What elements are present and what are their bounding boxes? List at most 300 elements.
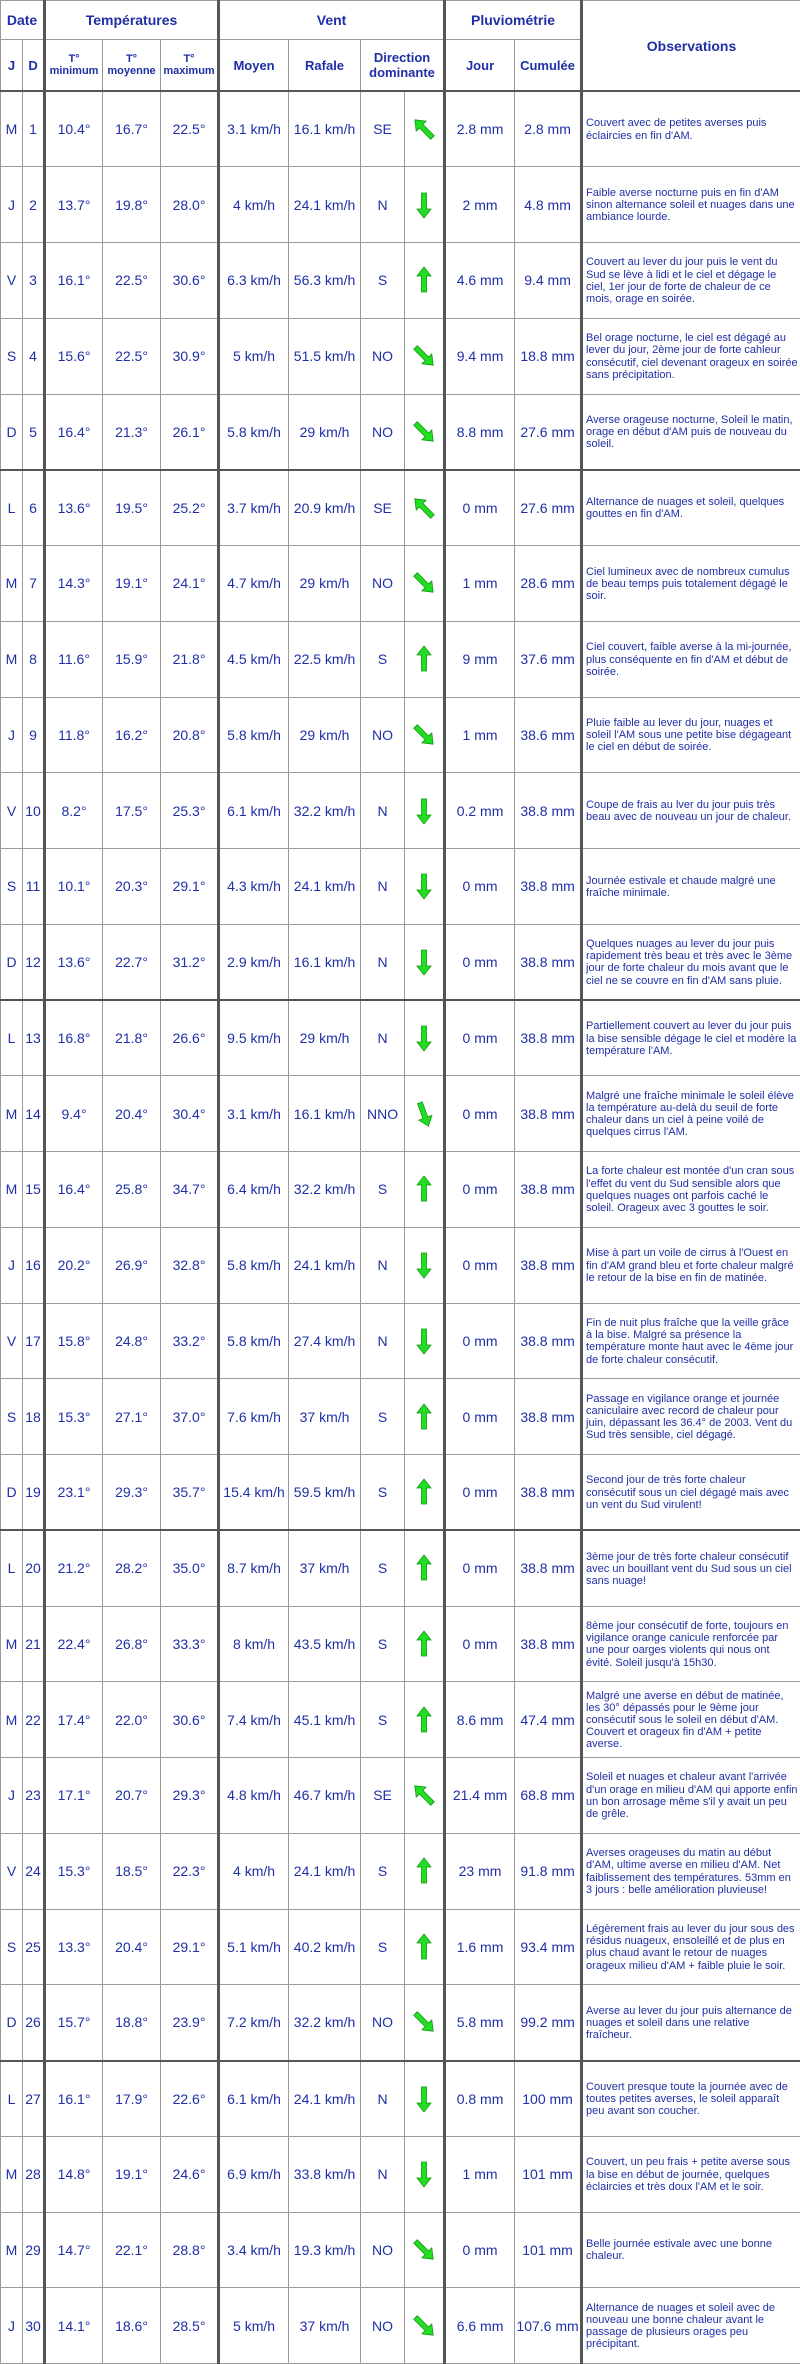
wind-gust-cell: 22.5 km/h <box>289 621 361 697</box>
wind-direction-cell: NO <box>361 2288 405 2364</box>
rain-cumulative-cell: 38.8 mm <box>515 1076 582 1152</box>
observation-cell: Couvert au lever du jour puis le vent du Sud se lève à lidi et le ciel et dégage le ciel, 1er jour de forte de chaleur de ce mois, orage en soirée. <box>582 243 800 319</box>
wind-direction-cell: N <box>361 924 405 1000</box>
tmin-cell: 13.6° <box>45 924 103 1000</box>
rain-day-cell: 0 mm <box>445 1455 515 1531</box>
weekday-cell: M <box>1 91 23 167</box>
header-moyen: Moyen <box>219 40 289 92</box>
tmax-cell: 31.2° <box>161 924 219 1000</box>
tmax-cell: 33.3° <box>161 1606 219 1682</box>
wind-avg-cell: 6.4 km/h <box>219 1152 289 1228</box>
table-row <box>1 1152 800 1228</box>
weekday-cell: M <box>1 1682 23 1758</box>
wind-direction-cell: S <box>361 1379 405 1455</box>
day-number-cell: 18 <box>23 1379 45 1455</box>
wind-arrow-icon <box>409 1629 439 1659</box>
rain-cumulative-cell: 4.8 mm <box>515 167 582 243</box>
wind-direction-cell: S <box>361 1455 405 1531</box>
wind-direction-cell: N <box>361 1227 405 1303</box>
wind-gust-cell: 24.1 km/h <box>289 1833 361 1909</box>
table-row <box>1 1530 800 1606</box>
rain-cumulative-cell: 9.4 mm <box>515 243 582 319</box>
table-row <box>1 1909 800 1985</box>
day-number-cell: 10 <box>23 773 45 849</box>
wind-gust-cell: 40.2 km/h <box>289 1909 361 1985</box>
wind-gust-cell: 24.1 km/h <box>289 1227 361 1303</box>
rain-day-cell: 0.8 mm <box>445 2061 515 2137</box>
wind-direction-cell: SE <box>361 1758 405 1834</box>
rain-cumulative-cell: 38.8 mm <box>515 1152 582 1228</box>
wind-avg-cell: 7.2 km/h <box>219 1985 289 2061</box>
tmoy-cell: 19.1° <box>103 546 161 622</box>
tmin-cell: 8.2° <box>45 773 103 849</box>
day-number-cell: 17 <box>23 1303 45 1379</box>
table-row <box>1 924 800 1000</box>
rain-cumulative-cell: 100 mm <box>515 2061 582 2137</box>
tmoy-cell: 22.1° <box>103 2212 161 2288</box>
rain-cumulative-cell: 38.8 mm <box>515 1000 582 1076</box>
wind-gust-cell: 32.2 km/h <box>289 1152 361 1228</box>
table-row <box>1 318 800 394</box>
header-tmax: T° maximum <box>161 40 219 92</box>
wind-arrow-cell <box>405 2136 445 2212</box>
day-number-cell: 26 <box>23 1985 45 2061</box>
tmin-cell: 11.6° <box>45 621 103 697</box>
table-row <box>1 621 800 697</box>
wind-direction-cell: NO <box>361 394 405 470</box>
observation-cell: Fin de nuit plus fraîche que la veille grâce à la bise. Malgré sa présence la température monte haut avec le 4ème jour de forte chaleur consécutif. <box>582 1303 800 1379</box>
wind-avg-cell: 6.9 km/h <box>219 2136 289 2212</box>
wind-arrow-cell <box>405 394 445 470</box>
rain-cumulative-cell: 99.2 mm <box>515 1985 582 2061</box>
wind-direction-cell: N <box>361 1303 405 1379</box>
tmoy-cell: 20.4° <box>103 1909 161 1985</box>
tmin-cell: 11.8° <box>45 697 103 773</box>
wind-avg-cell: 3.7 km/h <box>219 470 289 546</box>
wind-arrow-cell <box>405 1909 445 1985</box>
wind-arrow-icon <box>409 190 439 220</box>
day-number-cell: 25 <box>23 1909 45 1985</box>
weekday-cell: S <box>1 849 23 925</box>
wind-arrow-cell <box>405 697 445 773</box>
wind-gust-cell: 27.4 km/h <box>289 1303 361 1379</box>
day-number-cell: 5 <box>23 394 45 470</box>
wind-direction-cell: NO <box>361 318 405 394</box>
table-row <box>1 167 800 243</box>
rain-day-cell: 1.6 mm <box>445 1909 515 1985</box>
header-tmoy: T° moyenne <box>103 40 161 92</box>
header-date: Date <box>1 1 45 40</box>
rain-cumulative-cell: 107.6 mm <box>515 2288 582 2364</box>
wind-arrow-icon <box>409 1477 439 1507</box>
tmin-cell: 14.8° <box>45 2136 103 2212</box>
table-row <box>1 91 800 167</box>
tmax-cell: 26.6° <box>161 1000 219 1076</box>
wind-direction-cell: NO <box>361 546 405 622</box>
wind-direction-cell: SE <box>361 470 405 546</box>
weekday-cell: J <box>1 697 23 773</box>
weekday-cell: M <box>1 1606 23 1682</box>
observation-cell: Alternance de nuages et soleil avec de nouveau une bonne chaleur avant le passage de plusieurs orages peu précipitant. <box>582 2288 800 2364</box>
observation-cell: Ciel lumineux avec de nombreux cumulus de beau temps puis totalement dégagé le soir. <box>582 546 800 622</box>
day-number-cell: 1 <box>23 91 45 167</box>
weekday-cell: M <box>1 2212 23 2288</box>
observation-cell: Bel orage nocturne, le ciel est dégagé au lever du jour, 2ème jour de forte cahleur consécutif, ciel devenant orageux en soirée sans précipitation. <box>582 318 800 394</box>
weekday-cell: M <box>1 1152 23 1228</box>
tmoy-cell: 15.9° <box>103 621 161 697</box>
wind-direction-cell: NNO <box>361 1076 405 1152</box>
observation-cell: Quelques nuages au lever du jour puis rapidement très beau et très avec le 3ème jour de forte chaleur du mois avant que le ciel ne se couvre en fin d'AM sans pluie. <box>582 924 800 1000</box>
rain-cumulative-cell: 18.8 mm <box>515 318 582 394</box>
tmoy-cell: 21.3° <box>103 394 161 470</box>
tmoy-cell: 22.5° <box>103 243 161 319</box>
rain-day-cell: 5.8 mm <box>445 1985 515 2061</box>
wind-direction-cell: S <box>361 1152 405 1228</box>
rain-day-cell: 0 mm <box>445 1530 515 1606</box>
tmax-cell: 22.5° <box>161 91 219 167</box>
observation-cell: Légèrement frais au lever du jour sous des résidus nuageux, ensoleillé et de plus en plus chaud avant le retour de nuages orageux milieu d'AM + faible pluie le soir. <box>582 1909 800 1985</box>
wind-gust-cell: 24.1 km/h <box>289 167 361 243</box>
tmax-cell: 35.7° <box>161 1455 219 1531</box>
wind-arrow-icon <box>409 644 439 674</box>
observation-cell: Averse orageuse nocturne, Soleil le matin, orage en début d'AM puis de nouveau du soleil. <box>582 394 800 470</box>
wind-avg-cell: 9.5 km/h <box>219 1000 289 1076</box>
wind-avg-cell: 5 km/h <box>219 2288 289 2364</box>
weekday-cell: L <box>1 1530 23 1606</box>
tmax-cell: 29.1° <box>161 849 219 925</box>
wind-arrow-icon <box>409 1250 439 1280</box>
tmoy-cell: 22.5° <box>103 318 161 394</box>
wind-avg-cell: 6.1 km/h <box>219 2061 289 2137</box>
tmin-cell: 16.1° <box>45 2061 103 2137</box>
wind-arrow-cell <box>405 924 445 1000</box>
wind-arrow-cell <box>405 1530 445 1606</box>
wind-avg-cell: 6.3 km/h <box>219 243 289 319</box>
tmoy-cell: 22.0° <box>103 1682 161 1758</box>
observation-cell: Mise à part un voile de cirrus à l'Ouest en fin d'AM grand bleu et forte chaleur malgré le retour de la bise en fin de matinée. <box>582 1227 800 1303</box>
weekday-cell: L <box>1 470 23 546</box>
wind-gust-cell: 16.1 km/h <box>289 1076 361 1152</box>
rain-cumulative-cell: 27.6 mm <box>515 394 582 470</box>
wind-arrow-cell <box>405 1152 445 1228</box>
wind-gust-cell: 33.8 km/h <box>289 2136 361 2212</box>
table-row <box>1 1000 800 1076</box>
tmax-cell: 30.6° <box>161 1682 219 1758</box>
table-row <box>1 1833 800 1909</box>
tmax-cell: 21.8° <box>161 621 219 697</box>
table-row <box>1 470 800 546</box>
observation-cell: Partiellement couvert au lever du jour puis la bise sensible dégage le ciel et modère la température l'AM. <box>582 1000 800 1076</box>
tmax-cell: 20.8° <box>161 697 219 773</box>
observation-cell: Couvert, un peu frais + petite averse sous la bise en début de journée, quelques éclaircies et très doux l'AM et le soir. <box>582 2136 800 2212</box>
rain-day-cell: 0.2 mm <box>445 773 515 849</box>
wind-avg-cell: 4.8 km/h <box>219 1758 289 1834</box>
weekday-cell: V <box>1 773 23 849</box>
rain-day-cell: 0 mm <box>445 1000 515 1076</box>
wind-arrow-cell <box>405 1833 445 1909</box>
tmin-cell: 14.7° <box>45 2212 103 2288</box>
wind-gust-cell: 56.3 km/h <box>289 243 361 319</box>
observation-cell: Passage en vigilance orange et journée caniculaire avec record de chaleur pour juin, dépassant les 36.4° de 2003. Vent du Sud très sensible, ciel dégagé. <box>582 1379 800 1455</box>
tmin-cell: 13.3° <box>45 1909 103 1985</box>
tmoy-cell: 27.1° <box>103 1379 161 1455</box>
table-row <box>1 1758 800 1834</box>
weekday-cell: L <box>1 2061 23 2137</box>
tmoy-cell: 26.8° <box>103 1606 161 1682</box>
wind-avg-cell: 15.4 km/h <box>219 1455 289 1531</box>
tmoy-cell: 19.5° <box>103 470 161 546</box>
rain-day-cell: 0 mm <box>445 1076 515 1152</box>
weekday-cell: V <box>1 243 23 319</box>
wind-arrow-icon <box>409 1099 439 1129</box>
weekday-cell: S <box>1 318 23 394</box>
wind-avg-cell: 4.5 km/h <box>219 621 289 697</box>
tmin-cell: 13.7° <box>45 167 103 243</box>
wind-gust-cell: 45.1 km/h <box>289 1682 361 1758</box>
wind-arrow-cell <box>405 1379 445 1455</box>
observation-cell: Faible averse nocturne puis en fin d'AM sinon alternance soleil et nuages dans une ambiance lourde. <box>582 167 800 243</box>
rain-cumulative-cell: 37.6 mm <box>515 621 582 697</box>
rain-day-cell: 23 mm <box>445 1833 515 1909</box>
table-row <box>1 1985 800 2061</box>
day-number-cell: 8 <box>23 621 45 697</box>
rain-cumulative-cell: 101 mm <box>515 2136 582 2212</box>
rain-day-cell: 0 mm <box>445 1303 515 1379</box>
tmoy-cell: 29.3° <box>103 1455 161 1531</box>
rain-day-cell: 9 mm <box>445 621 515 697</box>
tmax-cell: 25.2° <box>161 470 219 546</box>
rain-cumulative-cell: 38.6 mm <box>515 697 582 773</box>
wind-gust-cell: 16.1 km/h <box>289 91 361 167</box>
wind-avg-cell: 5 km/h <box>219 318 289 394</box>
rain-cumulative-cell: 68.8 mm <box>515 1758 582 1834</box>
wind-arrow-cell <box>405 1455 445 1531</box>
wind-arrow-cell <box>405 1076 445 1152</box>
tmin-cell: 15.8° <box>45 1303 103 1379</box>
wind-avg-cell: 4 km/h <box>219 1833 289 1909</box>
wind-gust-cell: 32.2 km/h <box>289 1985 361 2061</box>
wind-arrow-cell <box>405 1985 445 2061</box>
observation-cell: Pluie faible au lever du jour, nuages et soleil l'AM sous une petite bise dégageant le ciel en début de soirée. <box>582 697 800 773</box>
table-row <box>1 1682 800 1758</box>
wind-direction-cell: SE <box>361 91 405 167</box>
day-number-cell: 23 <box>23 1758 45 1834</box>
rain-cumulative-cell: 2.8 mm <box>515 91 582 167</box>
table-row <box>1 2061 800 2137</box>
header-observations: Observations <box>582 1 800 92</box>
rain-cumulative-cell: 91.8 mm <box>515 1833 582 1909</box>
rain-cumulative-cell: 47.4 mm <box>515 1682 582 1758</box>
day-number-cell: 9 <box>23 697 45 773</box>
wind-avg-cell: 3.1 km/h <box>219 1076 289 1152</box>
wind-arrow-cell <box>405 91 445 167</box>
tmoy-cell: 28.2° <box>103 1530 161 1606</box>
day-number-cell: 29 <box>23 2212 45 2288</box>
rain-cumulative-cell: 28.6 mm <box>515 546 582 622</box>
observation-cell: Averses orageuses du matin au début d'AM, ultime averse en milieu d'AM. Net faiblissement des températures. 53mm en 3 jours : belle amélioration pluvieuse! <box>582 1833 800 1909</box>
wind-avg-cell: 3.4 km/h <box>219 2212 289 2288</box>
wind-direction-cell: NO <box>361 1985 405 2061</box>
rain-day-cell: 1 mm <box>445 2136 515 2212</box>
tmin-cell: 15.6° <box>45 318 103 394</box>
wind-arrow-icon <box>409 1780 439 1810</box>
weekday-cell: M <box>1 2136 23 2212</box>
day-number-cell: 13 <box>23 1000 45 1076</box>
tmax-cell: 30.9° <box>161 318 219 394</box>
wind-direction-cell: NO <box>361 697 405 773</box>
header-row-1 <box>1 1 800 40</box>
observation-cell: Second jour de très forte chaleur consécutif sous un ciel dégagé mais avec un vent du Sud virulent! <box>582 1455 800 1531</box>
weekday-cell: D <box>1 924 23 1000</box>
rain-cumulative-cell: 101 mm <box>515 2212 582 2288</box>
tmin-cell: 16.8° <box>45 1000 103 1076</box>
wind-avg-cell: 6.1 km/h <box>219 773 289 849</box>
header-vent: Vent <box>219 1 445 40</box>
table-row <box>1 546 800 622</box>
observation-cell: Couvert avec de petites averses puis éclaircies en fin d'AM. <box>582 91 800 167</box>
wind-arrow-cell <box>405 2212 445 2288</box>
tmin-cell: 15.7° <box>45 1985 103 2061</box>
observation-cell: Belle journée estivale avec une bonne chaleur. <box>582 2212 800 2288</box>
wind-gust-cell: 51.5 km/h <box>289 318 361 394</box>
day-number-cell: 15 <box>23 1152 45 1228</box>
wind-gust-cell: 37 km/h <box>289 2288 361 2364</box>
tmin-cell: 15.3° <box>45 1379 103 1455</box>
tmoy-cell: 22.7° <box>103 924 161 1000</box>
tmin-cell: 16.4° <box>45 394 103 470</box>
wind-arrow-icon <box>409 947 439 977</box>
rain-day-cell: 6.6 mm <box>445 2288 515 2364</box>
table-row <box>1 1076 800 1152</box>
tmoy-cell: 18.6° <box>103 2288 161 2364</box>
weekday-cell: M <box>1 1076 23 1152</box>
observation-cell: Malgré une fraîche minimale le soleil élève la température au-delà du seuil de forte chaleur dans un ciel à peine voilé de quelques cirrus l'AM. <box>582 1076 800 1152</box>
tmin-cell: 14.1° <box>45 2288 103 2364</box>
header-j: J <box>1 40 23 92</box>
rain-day-cell: 0 mm <box>445 1606 515 1682</box>
rain-day-cell: 8.6 mm <box>445 1682 515 1758</box>
wind-avg-cell: 8.7 km/h <box>219 1530 289 1606</box>
tmax-cell: 23.9° <box>161 1985 219 2061</box>
tmoy-cell: 20.3° <box>103 849 161 925</box>
day-number-cell: 30 <box>23 2288 45 2364</box>
wind-gust-cell: 59.5 km/h <box>289 1455 361 1531</box>
wind-arrow-cell <box>405 167 445 243</box>
wind-direction-cell: S <box>361 1682 405 1758</box>
rain-day-cell: 0 mm <box>445 470 515 546</box>
rain-cumulative-cell: 38.8 mm <box>515 1379 582 1455</box>
rain-cumulative-cell: 38.8 mm <box>515 1303 582 1379</box>
wind-gust-cell: 24.1 km/h <box>289 2061 361 2137</box>
day-number-cell: 7 <box>23 546 45 622</box>
rain-cumulative-cell: 38.8 mm <box>515 1530 582 1606</box>
wind-arrow-cell <box>405 1606 445 1682</box>
observation-cell: Couvert presque toute la journée avec de toutes petites averses, le soleil apparaît peu avant son coucher. <box>582 2061 800 2137</box>
wind-direction-cell: S <box>361 621 405 697</box>
rain-cumulative-cell: 27.6 mm <box>515 470 582 546</box>
tmax-cell: 29.1° <box>161 1909 219 1985</box>
observation-cell: La forte chaleur est montée d'un cran sous l'effet du vent du Sud sensible alors que quelques nuages ont parfois caché le soleil. Orageux avec 3 gouttes le soir. <box>582 1152 800 1228</box>
tmoy-cell: 24.8° <box>103 1303 161 1379</box>
table-row <box>1 2212 800 2288</box>
wind-avg-cell: 5.8 km/h <box>219 697 289 773</box>
header-tmin: T° minimum <box>45 40 103 92</box>
wind-arrow-icon <box>409 1705 439 1735</box>
rain-cumulative-cell: 38.8 mm <box>515 849 582 925</box>
wind-gust-cell: 20.9 km/h <box>289 470 361 546</box>
day-number-cell: 16 <box>23 1227 45 1303</box>
observation-cell: 3ème jour de très forte chaleur consécutif avec un bouillant vent du Sud sous un ciel sans nuage! <box>582 1530 800 1606</box>
tmin-cell: 22.4° <box>45 1606 103 1682</box>
tmoy-cell: 19.1° <box>103 2136 161 2212</box>
wind-gust-cell: 43.5 km/h <box>289 1606 361 1682</box>
weekday-cell: V <box>1 1833 23 1909</box>
wind-avg-cell: 5.1 km/h <box>219 1909 289 1985</box>
wind-arrow-cell <box>405 1000 445 1076</box>
observation-cell: Soleil et nuages et chaleur avant l'arrivée d'un orage en milieu d'AM qui apporte enfin un bon arrosage même s'il y avait un peu de grêle. <box>582 1758 800 1834</box>
rain-cumulative-cell: 93.4 mm <box>515 1909 582 1985</box>
weekday-cell: S <box>1 1909 23 1985</box>
day-number-cell: 14 <box>23 1076 45 1152</box>
wind-arrow-icon <box>409 568 439 598</box>
wind-arrow-icon <box>409 2007 439 2037</box>
tmin-cell: 10.1° <box>45 849 103 925</box>
wind-avg-cell: 7.6 km/h <box>219 1379 289 1455</box>
rain-day-cell: 0 mm <box>445 2212 515 2288</box>
wind-gust-cell: 16.1 km/h <box>289 924 361 1000</box>
tmax-cell: 24.6° <box>161 2136 219 2212</box>
wind-avg-cell: 5.8 km/h <box>219 1303 289 1379</box>
wind-arrow-icon <box>409 1402 439 1432</box>
wind-direction-cell: S <box>361 243 405 319</box>
tmax-cell: 22.6° <box>161 2061 219 2137</box>
rain-day-cell: 9.4 mm <box>445 318 515 394</box>
rain-cumulative-cell: 38.8 mm <box>515 924 582 1000</box>
wind-arrow-icon <box>409 493 439 523</box>
tmin-cell: 17.4° <box>45 1682 103 1758</box>
tmax-cell: 30.6° <box>161 243 219 319</box>
wind-direction-cell: S <box>361 1606 405 1682</box>
wind-gust-cell: 19.3 km/h <box>289 2212 361 2288</box>
wind-direction-cell: S <box>361 1909 405 1985</box>
table-row <box>1 697 800 773</box>
wind-arrow-icon <box>409 114 439 144</box>
wind-arrow-cell <box>405 1758 445 1834</box>
tmoy-cell: 20.7° <box>103 1758 161 1834</box>
tmax-cell: 25.3° <box>161 773 219 849</box>
observation-cell: Journée estivale et chaude malgré une fraîche minimale. <box>582 849 800 925</box>
header-temperatures: Températures <box>45 1 219 40</box>
table-row <box>1 1227 800 1303</box>
tmin-cell: 21.2° <box>45 1530 103 1606</box>
rain-cumulative-cell: 38.8 mm <box>515 1227 582 1303</box>
day-number-cell: 12 <box>23 924 45 1000</box>
tmoy-cell: 17.5° <box>103 773 161 849</box>
rain-day-cell: 2.8 mm <box>445 91 515 167</box>
wind-arrow-icon <box>409 871 439 901</box>
tmoy-cell: 16.2° <box>103 697 161 773</box>
weekday-cell: D <box>1 1985 23 2061</box>
weekday-cell: L <box>1 1000 23 1076</box>
header-direction: Direction dominante <box>361 40 445 92</box>
wind-gust-cell: 37 km/h <box>289 1379 361 1455</box>
rain-day-cell: 0 mm <box>445 1152 515 1228</box>
tmax-cell: 26.1° <box>161 394 219 470</box>
wind-direction-cell: N <box>361 1000 405 1076</box>
wind-direction-cell: S <box>361 1833 405 1909</box>
weekday-cell: M <box>1 621 23 697</box>
observation-cell: Averse au lever du jour puis alternance de nuages et soleil dans une relative fraîcheur. <box>582 1985 800 2061</box>
